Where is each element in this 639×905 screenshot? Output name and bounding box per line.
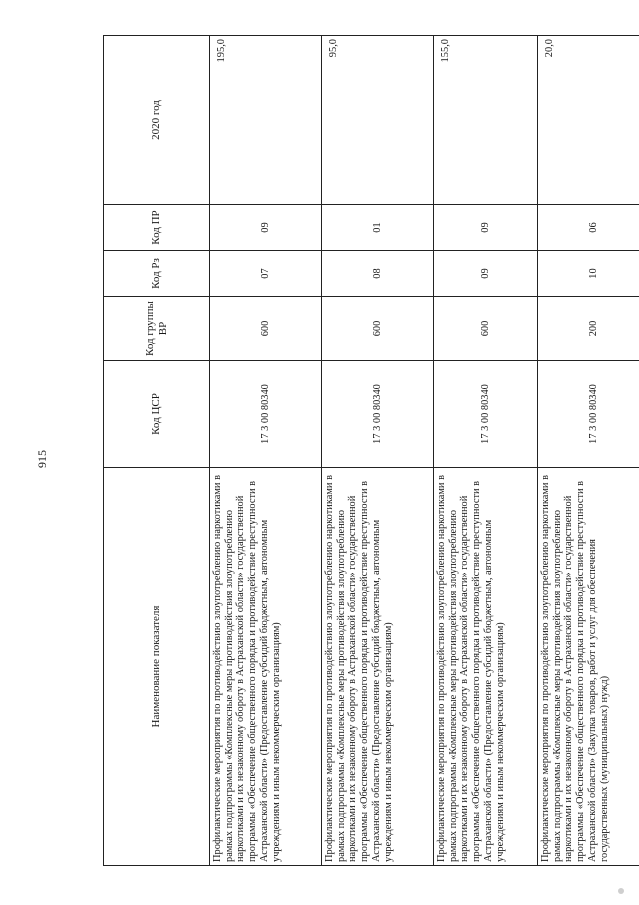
cell-year: 155,0 <box>434 36 538 205</box>
header-year: 2020 год <box>104 36 210 205</box>
cell-vr: 600 <box>322 297 434 361</box>
cell-year: 195,0 <box>210 36 322 205</box>
cell-pr: 06 <box>538 205 639 251</box>
cell-rz: 07 <box>210 251 322 297</box>
cell-pr: 09 <box>210 205 322 251</box>
cell-csr: 17 3 00 80340 <box>322 361 434 468</box>
cell-csr: 17 3 00 80340 <box>434 361 538 468</box>
cell-csr: 17 3 00 80340 <box>210 361 322 468</box>
page-number: 915 <box>35 450 49 468</box>
header-rz: Код Рз <box>104 251 210 297</box>
budget-table <box>103 35 639 866</box>
cell-name: Профилактические мероприятия по противодействию злоупотреблению наркотиками в рамках подпрограммы «Комплексные меры противодействия злоупотреблению наркотиками и их незаконному обороту в Астраханской области» государственной программы «Обеспечение общественного порядка и противодействие преступности в Астраханской области» (Закупка товаров, работ и услуг для обеспечения государственных (муниципальных) нужд) <box>538 468 639 866</box>
cell-year: 95,0 <box>322 36 434 205</box>
cell-name: Профилактические мероприятия по противодействию злоупотреблению наркотиками в рамках подпрограммы «Комплексные меры противодействия злоупотреблению наркотиками и их незаконному обороту в Астраханской области» государственной программы «Обеспечение общественного порядка и противодействие преступности в Астраханской области» (Предоставление субсидий бюджетным, автономным учреждениям и иным некоммерческим организациям) <box>434 468 538 866</box>
cell-vr: 600 <box>210 297 322 361</box>
cell-pr: 01 <box>322 205 434 251</box>
cell-csr: 17 3 00 80340 <box>538 361 639 468</box>
rotated-page-content <box>103 36 610 866</box>
cell-name: Профилактические мероприятия по противодействию злоупотреблению наркотиками в рамках подпрограммы «Комплексные меры противодействия злоупотреблению наркотиками и их незаконному обороту в Астраханской области» государственной программы «Обеспечение общественного порядка и противодействие преступности в Астраханской области» (Предоставление субсидий бюджетным, автономным учреждениям и иным некоммерческим организациям) <box>210 468 322 866</box>
cell-rz: 08 <box>322 251 434 297</box>
table-row <box>322 36 434 866</box>
cell-pr: 09 <box>434 205 538 251</box>
cell-rz: 09 <box>434 251 538 297</box>
cell-vr: 600 <box>434 297 538 361</box>
scan-speck <box>618 888 624 894</box>
table-row <box>210 36 322 866</box>
cell-name: Профилактические мероприятия по противодействию злоупотреблению наркотиками в рамках подпрограммы «Комплексные меры противодействия злоупотреблению наркотиками и их незаконному обороту в Астраханской области» государственной программы «Обеспечение общественного порядка и противодействие преступности в Астраханской области» (Предоставление субсидий бюджетным, автономным учреждениям и иным некоммерческим организациям) <box>322 468 434 866</box>
header-csr: Код ЦСР <box>104 361 210 468</box>
table-header-row <box>104 36 210 866</box>
table-row <box>538 36 639 866</box>
header-vr: Код группы ВР <box>104 297 210 361</box>
header-name: Наименование показателя <box>104 468 210 866</box>
header-pr: Код ПР <box>104 205 210 251</box>
cell-year: 20,0 <box>538 36 639 205</box>
cell-rz: 10 <box>538 251 639 297</box>
cell-vr: 200 <box>538 297 639 361</box>
table-row <box>434 36 538 866</box>
